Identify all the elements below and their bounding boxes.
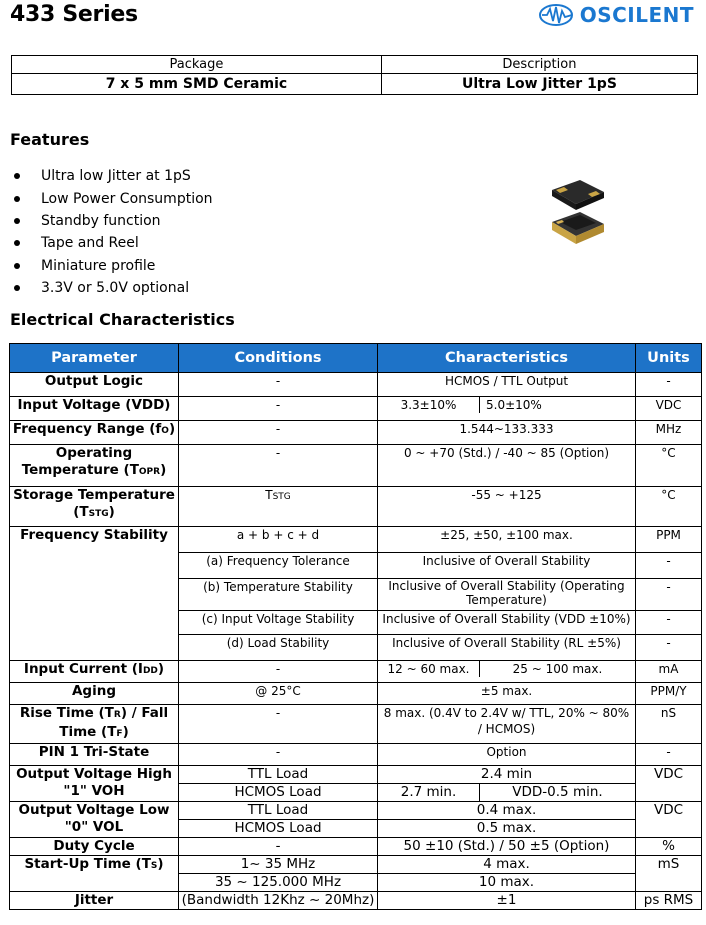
table-row: (b) Temperature Stability Inclusive of Overall Stability (Operating Temperature) - (10, 579, 702, 611)
bullet-icon (14, 240, 20, 246)
brand-logo (538, 2, 694, 28)
electrical-heading: Electrical Characteristics (10, 310, 235, 329)
wave-logo-icon (538, 3, 578, 27)
package-table (11, 55, 698, 95)
feature-item: Low Power Consumption (10, 187, 213, 209)
feature-item: 3.3V or 5.0V optional (10, 277, 213, 299)
features-heading: Features (10, 130, 90, 149)
table-row: Output Voltage Low "0" VOL TTL Load 0.4 max. VDC (10, 802, 702, 820)
table-row: Operating Temperature (TOPR) - 0 ~ +70 (Std.) / -40 ~ 85 (Option) °C (10, 445, 702, 487)
table-row: Input Voltage (VDD) - 3.3±10% 5.0±10% VDC (10, 397, 702, 421)
table-row: Input Current (IDD) - 12 ~ 60 max. 25 ~ 100 max. mA (10, 661, 702, 683)
feature-item: Ultra low Jitter at 1pS (10, 165, 213, 187)
package-value: 7 x 5 mm SMD Ceramic (12, 74, 382, 95)
smd-oscillator-image (548, 178, 608, 248)
table-row: Rise Time (TR) / Fall Time (TF) - 8 max. (0.4V to 2.4V w/ TTL, 20% ~ 80% / HCMOS) nS (10, 705, 702, 744)
table-row: HCMOS Load 0.5 max. (10, 820, 702, 838)
table-row: Frequency Stability a + b + c + d ±25, ±50, ±100 max. PPM (10, 527, 702, 553)
bullet-icon (14, 285, 20, 291)
description-label: Description (381, 56, 697, 74)
table-row: 35 ~ 125.000 MHz 10 max. (10, 874, 702, 892)
table-row: Storage Temperature (TSTG) TSTG -55 ~ +125 °C (10, 487, 702, 527)
package-label: Package (12, 56, 382, 74)
bullet-icon (14, 196, 20, 202)
feature-item: Standby function (10, 210, 213, 232)
feature-item: Miniature profile (10, 255, 213, 277)
table-row: (a) Frequency Tolerance Inclusive of Overall Stability - (10, 553, 702, 579)
bullet-icon (14, 173, 20, 179)
table-row: Aging @ 25°C ±5 max. PPM/Y (10, 683, 702, 705)
table-row: Output Voltage High "1" VOH TTL Load 2.4 min VDC (10, 766, 702, 784)
feature-item: Tape and Reel (10, 232, 213, 254)
col-characteristics: Characteristics (378, 344, 636, 373)
table-row: Output Logic - HCMOS / TTL Output - (10, 373, 702, 397)
brand-name: OSCILENT (579, 3, 694, 27)
table-row: (d) Load Stability Inclusive of Overall Stability (RL ±5%) - (10, 635, 702, 661)
col-parameter: Parameter (10, 344, 179, 373)
table-row: Start-Up Time (TS) 1~ 35 MHz 4 max. mS (10, 856, 702, 874)
table-row: HCMOS Load 2.7 min. VDD-0.5 min. (10, 784, 702, 802)
col-conditions: Conditions (179, 344, 378, 373)
col-units: Units (636, 344, 702, 373)
electrical-table (9, 343, 702, 910)
bullet-icon (14, 263, 20, 269)
features-list (10, 165, 213, 299)
table-row: Duty Cycle - 50 ±10 (Std.) / 50 ±5 (Option) % (10, 838, 702, 856)
table-row: PIN 1 Tri-State - Option - (10, 744, 702, 766)
table-row: Jitter (Bandwidth 12Khz ~ 20Mhz) ±1 ps RMS (10, 892, 702, 910)
description-value: Ultra Low Jitter 1pS (381, 74, 697, 95)
page-title: 433 Series (10, 2, 138, 27)
table-row: (c) Input Voltage Stability Inclusive of Overall Stability (VDD ±10%) - (10, 611, 702, 635)
table-row: Frequency Range (fO) - 1.544~133.333 MHz (10, 421, 702, 445)
bullet-icon (14, 218, 20, 224)
